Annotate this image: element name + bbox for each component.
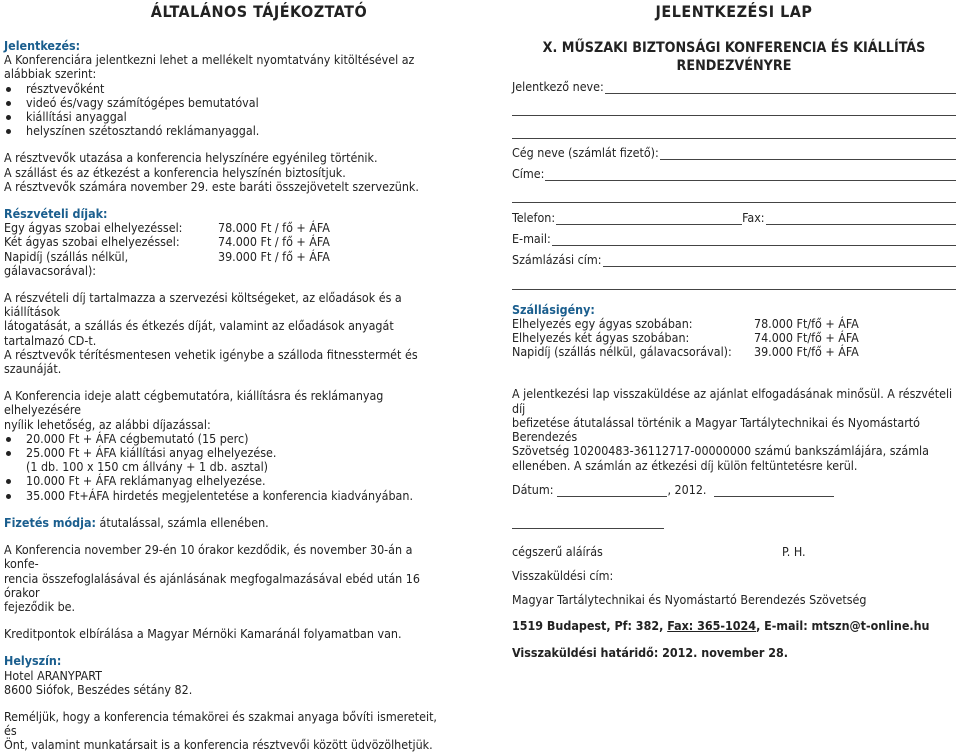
acceptance-line: ellenében. A számlán az étkezési díj külön feltüntetésre kerül. <box>512 457 858 473</box>
registration-form-column <box>512 2 956 660</box>
fee-label: Két ágyas szobai elhelyezéssel: <box>4 234 180 250</box>
address-field[interactable] <box>512 160 956 181</box>
registration-list <box>4 82 444 139</box>
date-field[interactable] <box>512 483 956 497</box>
conference-title: X. MŰSZAKI BIZTONSÁGI KONFERENCIA ÉS KIÁLLÍTÁS RENDEZVÉNYRE <box>542 40 926 74</box>
company-name-line[interactable] <box>660 146 956 160</box>
return-deadline: Visszaküldési határidő: 2012. november 28. <box>512 644 788 660</box>
fee-row <box>4 235 444 249</box>
billing-line[interactable] <box>603 253 956 267</box>
schedule-line: rencia összefoglalásával és ajánlásának megfogalmazásával ebéd után 16 órakor <box>4 570 420 600</box>
registration-form-title: JELENTKEZÉSI LAP <box>655 2 813 21</box>
return-address-label: Visszaküldési cím: <box>512 567 614 583</box>
schedule-line: fejeződik be. <box>4 598 76 614</box>
phone-label: Telefon: <box>512 209 556 225</box>
accommodation-label: Elhelyezés két ágyas szobában: <box>512 330 690 346</box>
blank-line[interactable] <box>512 267 956 289</box>
signature-label: cégszerű aláírás <box>512 543 603 559</box>
fax-line[interactable] <box>766 211 956 225</box>
accommodation-row <box>512 331 956 345</box>
list-item: helyszínen szétosztandó reklámanyaggal. <box>4 124 444 138</box>
acceptance-line: Szövetség 10200483-36112717-00000000 számú bankszámlájára, számla <box>512 443 929 459</box>
applicant-name-line[interactable] <box>605 80 956 94</box>
fee-value: 78.000 Ft / fő + ÁFA <box>218 220 330 236</box>
signature-row <box>512 545 956 559</box>
fee-label: Egy ágyas szobai elhelyezéssel: <box>4 220 183 236</box>
blank-line[interactable] <box>512 181 956 203</box>
accommodation-row <box>512 317 956 331</box>
accommodation-label: Napidíj (szállás nélkül, gálavacsorával): <box>512 344 732 360</box>
list-item: 20.000 Ft + ÁFA cégbemutató (15 perc) <box>4 432 444 446</box>
venue-heading: Helyszín: <box>4 653 62 669</box>
org-fax: Fax: 365-1024 <box>667 618 757 634</box>
venue-line: Hotel ARANYPART <box>4 667 102 683</box>
list-item: 25.000 Ft + ÁFA kiállítási anyag elhelyezése. <box>4 446 444 460</box>
list-item: 35.000 Ft+ÁFA hirdetés megjelentetése a konferencia kiadványában. <box>4 489 444 503</box>
schedule-line: A Konferencia november 29-én 10 órakor kezdődik, és november 30-án a konfe- <box>4 542 413 572</box>
company-label: Cég neve (számlát fizető): <box>512 144 659 160</box>
list-item: videó és/vagy számítógépes bemutatóval <box>4 96 444 110</box>
fees-heading: Részvételi díjak: <box>4 206 108 222</box>
date-label: Dátum: <box>512 481 554 497</box>
accommodation-value: 39.000 Ft/fő + ÁFA <box>754 344 859 360</box>
organization-address <box>512 619 956 633</box>
email-line[interactable] <box>552 232 956 246</box>
email-field[interactable] <box>512 225 956 246</box>
exhibit-list <box>4 432 444 460</box>
closing-line: Önt, valamint munkatársait is a konferencia résztvevői között üdvözölhetjük. <box>4 737 433 753</box>
fee-includes-line: látogatását, a szállás és étkezés díját, valamint az előadások anyagát tartalmazó CD-t. <box>4 318 394 348</box>
exhibit-list-2 <box>4 474 444 502</box>
fee-row <box>4 221 444 235</box>
fee-includes-line: A részvételi díj tartalmazza a szervezési költségeket, az előadások és a kiállítások <box>4 290 402 320</box>
phone-fax-field[interactable] <box>512 203 956 224</box>
address-label: Címe: <box>512 165 545 181</box>
billing-address-field[interactable] <box>512 246 956 267</box>
list-item: kiállítási anyaggal <box>4 110 444 124</box>
fee-value: 74.000 Ft / fő + ÁFA <box>218 234 330 250</box>
acceptance-line: befizetése átutalással történik a Magyar Tartálytechnikai és Nyomástartó Berendezés <box>512 414 920 445</box>
org-email[interactable]: , E-mail: mtszn@t-online.hu <box>756 618 930 634</box>
phone-line[interactable] <box>556 211 742 225</box>
organization-name: Magyar Tartálytechnikai és Nyomástartó Berendezés Szövetség <box>512 592 867 608</box>
list-item: résztvevőként <box>4 82 444 96</box>
payment-heading: Fizetés módja: <box>4 514 96 530</box>
billing-label: Számlázási cím: <box>512 252 602 268</box>
fee-label: Napidíj (szállás nélkül, gálavacsorával): <box>4 248 129 278</box>
blank-line[interactable] <box>512 116 956 138</box>
email-label: E-mail: <box>512 230 551 246</box>
venue-line: 8600 Siófok, Beszédes sétány 82. <box>4 681 193 697</box>
company-name-field[interactable] <box>512 139 956 160</box>
closing-line: Reméljük, hogy a konferencia témakörei és szakmai anyaga bővíti ismereteit, és <box>4 708 437 739</box>
address-line[interactable] <box>545 167 956 181</box>
date-suffix: , 2012. <box>667 481 707 497</box>
ph-label: P. H. <box>782 543 806 559</box>
travel-line: A résztvevők számára november 29. este baráti összejövetelt szervezünk. <box>4 178 419 194</box>
accommodation-value: 74.000 Ft/fő + ÁFA <box>754 330 859 346</box>
fee-includes-line: A résztvevők térítésmentesen vehetik igénybe a szálloda fitnesstermét és szaunáját. <box>4 346 418 377</box>
exhibit-sub-note: (1 db. 100 x 150 cm állvány + 1 db. asztal) <box>26 459 269 475</box>
general-info-title: ÁLTALÁNOS TÁJÉKOZTATÓ <box>150 2 368 21</box>
registration-heading: Jelentkezés: <box>4 38 81 53</box>
accommodation-heading: Szállásigény: <box>512 301 595 317</box>
general-info-column <box>4 2 444 753</box>
exhibit-intro-line: nyílik lehetőség, az alábbi díjazással: <box>4 416 211 432</box>
list-item: 10.000 Ft + ÁFA reklámanyag elhelyezése. <box>4 474 444 488</box>
acceptance-line: A jelentkezési lap visszaküldése az ajánlat elfogadásának minősül. A részvételi díj <box>512 386 953 416</box>
travel-line: A résztvevők utazása a konferencia helyszínére egyénileg történik. <box>4 150 378 166</box>
org-address-prefix: 1519 Budapest, Pf: 382, <box>512 618 668 634</box>
travel-line: A szállást és az étkezést a konferencia helyszínén biztosítjuk. <box>4 164 346 180</box>
payment-line <box>4 516 444 530</box>
blank-line[interactable] <box>512 94 956 116</box>
date-line[interactable] <box>557 484 667 497</box>
registration-text: A Konferenciára jelentkezni lehet a mellékelt nyomtatvány kitöltésével az alábbiak szerint: <box>4 52 415 82</box>
fee-value: 39.000 Ft / fő + ÁFA <box>218 248 330 264</box>
credit-text: Kreditpontok elbírálása a Magyar Mérnöki Kamaránál folyamatban van. <box>4 626 402 642</box>
accommodation-value: 78.000 Ft/fő + ÁFA <box>754 315 859 331</box>
applicant-name-field[interactable] <box>512 75 956 94</box>
date-line-2[interactable] <box>714 484 834 497</box>
payment-text: átutalással, számla ellenében. <box>95 514 269 530</box>
accommodation-label: Elhelyezés egy ágyas szobában: <box>512 315 693 331</box>
fax-label: Fax: <box>742 209 765 225</box>
fee-row <box>4 250 444 278</box>
accommodation-row <box>512 345 956 359</box>
exhibit-intro-line: A Konferencia ideje alatt cégbemutatóra, kiállításra és reklámanyag elhelyezésére <box>4 388 384 418</box>
applicant-label: Jelentkező neve: <box>512 78 604 94</box>
